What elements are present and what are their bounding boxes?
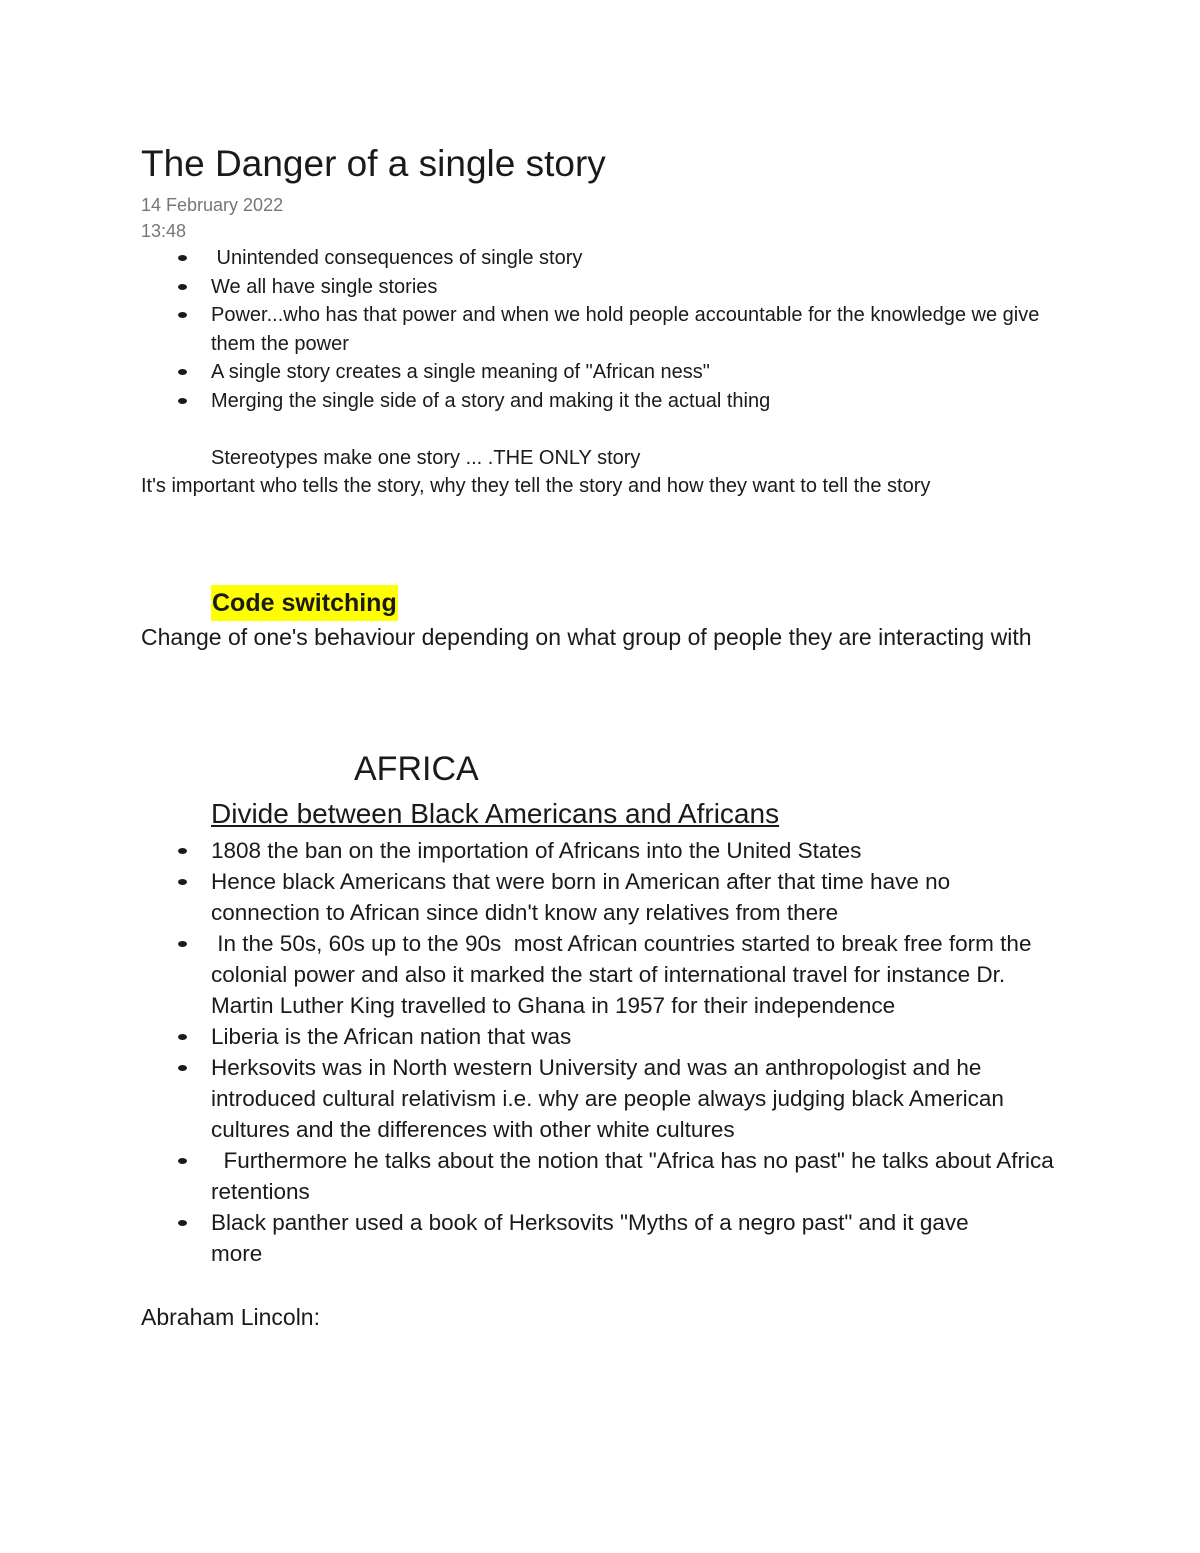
list-item: Merging the single side of a story and making it the actual thing: [141, 387, 1051, 416]
list-item: In the 50s, 60s up to the 90s most African countries started to break free form the colonial power and also it marked the start of international travel for instance Dr. Martin Luther King travelled to Ghana in 1957 for their independence: [141, 928, 1056, 1021]
list-item: Hence black Americans that were born in American after that time have no connection to African since didn't know any relatives from there: [141, 866, 1056, 928]
code-switching-heading: Code switching: [211, 585, 398, 621]
code-switching-definition: Change of one's behaviour depending on what group of people they are interacting with: [141, 624, 1032, 650]
note-date: 14 February 2022: [141, 195, 284, 215]
list-item: A single story creates a single meaning of "African ness": [141, 358, 1051, 387]
stereotypes-line: Stereotypes make one story ... .THE ONLY story: [211, 447, 641, 469]
abraham-lincoln-line: Abraham Lincoln:: [141, 1304, 320, 1330]
list-item: Herksovits was in North western University and was an anthropologist and he introduced cultural relativism i.e. why are people always judging black American cultures and the differences with other white cultures: [141, 1052, 1056, 1145]
list-item: Power...who has that power and when we hold people accountable for the knowledge we give them the power: [141, 301, 1051, 358]
bullet-list-africa: [141, 835, 1060, 1269]
africa-heading: AFRICA: [354, 750, 479, 788]
list-item: Liberia is the African nation that was: [141, 1021, 1056, 1052]
divide-heading: Divide between Black Americans and Africans: [211, 798, 780, 829]
list-item: 1808 the ban on the importation of Africans into the United States: [141, 835, 1056, 866]
list-item: Black panther used a book of Herksovits "Myths of a negro past" and it gave more: [141, 1207, 1056, 1269]
list-item: Furthermore he talks about the notion that "Africa has no past" he talks about Africa retentions: [141, 1145, 1056, 1207]
important-line: It's important who tells the story, why they tell the story and how they want to tell the story: [141, 475, 931, 497]
list-item: We all have single stories: [141, 273, 1051, 302]
note-title: The Danger of a single story: [141, 143, 606, 184]
bullet-list-single-story: [141, 244, 1051, 415]
note-time: 13:48: [141, 221, 187, 241]
list-item: Unintended consequences of single story: [141, 244, 1051, 273]
